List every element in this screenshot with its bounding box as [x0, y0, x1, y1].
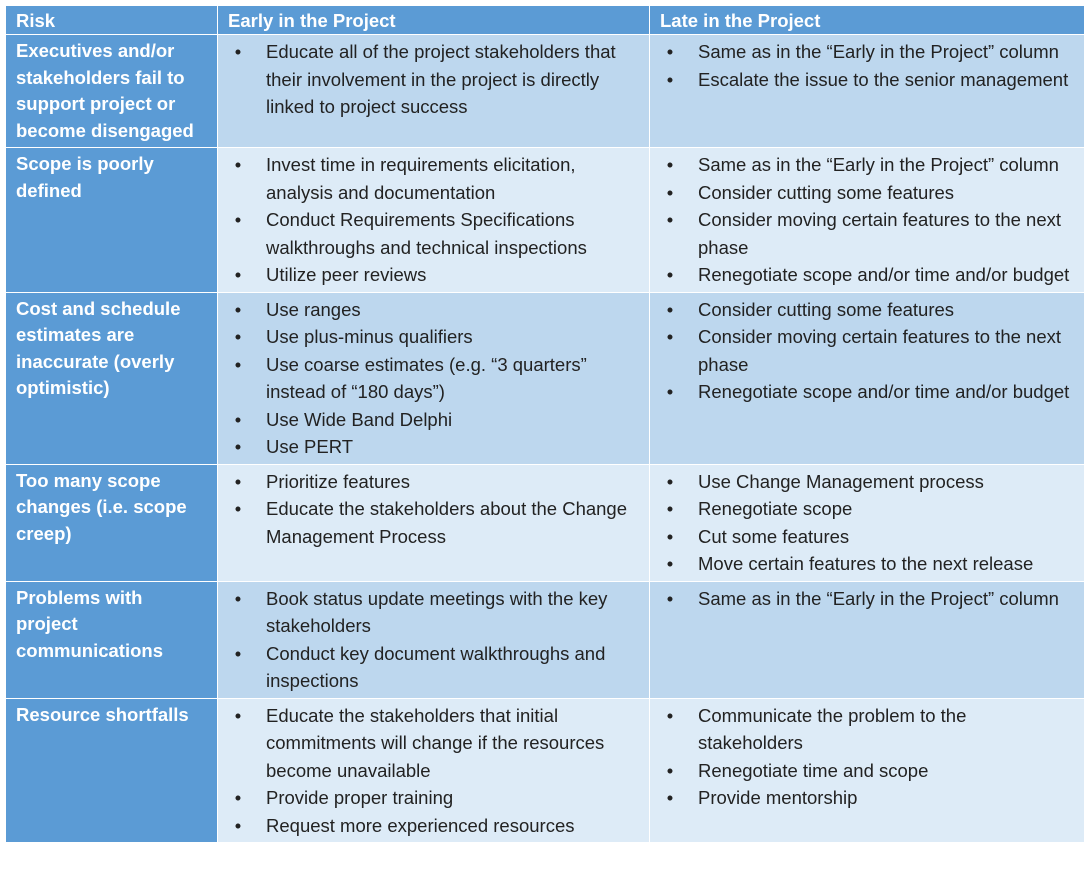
list-item: [230, 784, 639, 812]
list-item: [230, 206, 639, 261]
table-row: [6, 698, 1085, 843]
list-item: [230, 495, 639, 550]
list-item: [662, 378, 1074, 406]
list-item: [230, 702, 639, 785]
action-text: Same as in the “Early in the Project” column: [698, 41, 1059, 62]
list-item: [230, 812, 639, 840]
list-item: [662, 151, 1074, 179]
action-text: Use plus-minus qualifiers: [266, 326, 473, 347]
list-item: [662, 757, 1074, 785]
list-item: [662, 784, 1074, 812]
bullet-icon: •: [234, 814, 242, 836]
late-action-list: [662, 296, 1074, 406]
action-text: Provide mentorship: [698, 787, 858, 808]
early-action-list: [230, 468, 639, 551]
bullet-icon: •: [234, 498, 242, 519]
risk-cell: Resource shortfalls: [6, 698, 218, 843]
bullet-icon: •: [234, 41, 242, 62]
action-text: Conduct Requirements Specifications walkthroughs and technical inspections: [266, 209, 587, 258]
late-action-list: [662, 585, 1074, 613]
list-item: [230, 261, 639, 289]
action-text: Invest time in requirements elicitation, analysis and documentation: [266, 154, 576, 203]
list-item: [230, 151, 639, 206]
bullet-icon: •: [666, 41, 674, 62]
bullet-icon: •: [666, 264, 674, 285]
bullet-icon: •: [234, 209, 242, 230]
bullet-icon: •: [234, 154, 242, 175]
list-item: [230, 38, 639, 121]
bullet-icon: •: [666, 759, 674, 781]
list-item: [662, 585, 1074, 613]
action-text: Use PERT: [266, 436, 354, 457]
list-item: [662, 702, 1074, 757]
bullet-icon: •: [666, 298, 674, 320]
list-item: [662, 38, 1074, 66]
bullet-icon: •: [666, 498, 674, 519]
late-cell: [650, 581, 1085, 698]
action-text: Consider moving certain features to the next phase: [698, 326, 1061, 375]
list-item: [662, 66, 1074, 94]
action-text: Conduct key document walkthroughs and inspections: [266, 642, 606, 691]
late-action-list: [662, 151, 1074, 289]
bullet-icon: •: [234, 642, 242, 664]
list-item: [662, 296, 1074, 324]
late-cell: [650, 464, 1085, 581]
bullet-icon: •: [666, 154, 674, 175]
list-item: [662, 468, 1074, 496]
list-item: [230, 323, 639, 351]
list-item: [230, 406, 639, 434]
action-text: Educate the stakeholders that initial commitments will change if the resources become unavailable: [266, 704, 605, 781]
bullet-icon: •: [666, 181, 674, 203]
bullet-icon: •: [666, 470, 674, 492]
action-text: Consider moving certain features to the next phase: [698, 209, 1061, 258]
bullet-icon: •: [666, 704, 674, 726]
action-text: Use ranges: [266, 298, 361, 320]
action-text: Consider cutting some features: [698, 181, 955, 203]
bullet-icon: •: [666, 587, 674, 609]
action-text: Move certain features to the next release: [698, 553, 1034, 574]
action-text: Book status update meetings with the key stakeholders: [266, 587, 608, 636]
list-item: [230, 433, 639, 461]
early-action-list: [230, 296, 639, 461]
bullet-icon: •: [234, 353, 242, 375]
list-item: [662, 323, 1074, 378]
risk-mitigation-table: [5, 5, 1085, 843]
early-cell: [218, 464, 650, 581]
action-text: Renegotiate scope and/or time and/or budget: [698, 381, 1070, 402]
action-text: Prioritize features: [266, 470, 410, 492]
header-early: Early in the Project: [218, 6, 650, 35]
early-cell: [218, 698, 650, 843]
list-item: [230, 468, 639, 496]
action-text: Use coarse estimates (e.g. “3 quarters” instead of “180 days”): [266, 353, 587, 402]
early-action-list: [230, 38, 639, 121]
action-text: Communicate the problem to the stakeholders: [698, 704, 967, 753]
early-cell: [218, 148, 650, 293]
header-risk: Risk: [6, 6, 218, 35]
risk-table-container: [5, 5, 1084, 843]
table-header-row: [6, 6, 1085, 35]
action-text: Renegotiate scope: [698, 498, 853, 519]
early-action-list: [230, 702, 639, 840]
bullet-icon: •: [666, 787, 674, 808]
action-text: Escalate the issue to the senior management: [698, 68, 1069, 90]
action-text: Renegotiate scope and/or time and/or budget: [698, 264, 1070, 285]
table-row: [6, 148, 1085, 293]
action-text: Utilize peer reviews: [266, 264, 427, 285]
risk-cell: Cost and schedule estimates are inaccurate (overly optimistic): [6, 292, 218, 464]
list-item: [230, 296, 639, 324]
late-action-list: [662, 38, 1074, 93]
bullet-icon: •: [666, 381, 674, 402]
action-text: Use Change Management process: [698, 470, 984, 492]
list-item: [662, 179, 1074, 207]
bullet-icon: •: [666, 326, 674, 347]
list-item: [662, 206, 1074, 261]
list-item: [662, 261, 1074, 289]
list-item: [662, 523, 1074, 551]
bullet-icon: •: [234, 704, 242, 726]
late-cell: [650, 35, 1085, 148]
table-row: [6, 464, 1085, 581]
action-text: Renegotiate time and scope: [698, 759, 929, 781]
late-cell: [650, 292, 1085, 464]
bullet-icon: •: [234, 408, 242, 430]
late-cell: [650, 698, 1085, 843]
action-text: Same as in the “Early in the Project” column: [698, 154, 1059, 175]
table-row: [6, 581, 1085, 698]
list-item: [662, 550, 1074, 578]
bullet-icon: •: [666, 525, 674, 547]
late-cell: [650, 148, 1085, 293]
action-text: Consider cutting some features: [698, 298, 955, 320]
action-text: Request more experienced resources: [266, 814, 575, 836]
bullet-icon: •: [234, 298, 242, 320]
early-action-list: [230, 585, 639, 695]
risk-cell: Executives and/or stakeholders fail to support project or become disengaged: [6, 35, 218, 148]
table-row: [6, 35, 1085, 148]
action-text: Educate the stakeholders about the Change Management Process: [266, 498, 628, 547]
action-text: Educate all of the project stakeholders that their involvement in the project is directly linked to project success: [266, 41, 616, 117]
bullet-icon: •: [666, 553, 674, 574]
bullet-icon: •: [234, 470, 242, 492]
table-body: [6, 35, 1085, 843]
action-text: Provide proper training: [266, 787, 454, 808]
late-action-list: [662, 702, 1074, 812]
risk-cell: Too many scope changes (i.e. scope creep): [6, 464, 218, 581]
early-action-list: [230, 151, 639, 289]
early-cell: [218, 35, 650, 148]
action-text: Cut some features: [698, 525, 850, 547]
bullet-icon: •: [234, 587, 242, 609]
early-cell: [218, 581, 650, 698]
list-item: [662, 495, 1074, 523]
late-action-list: [662, 468, 1074, 578]
header-late: Late in the Project: [650, 6, 1085, 35]
list-item: [230, 351, 639, 406]
table-row: [6, 292, 1085, 464]
bullet-icon: •: [234, 326, 242, 347]
bullet-icon: •: [234, 436, 242, 457]
list-item: [230, 640, 639, 695]
bullet-icon: •: [234, 787, 242, 808]
risk-cell: Problems with project communications: [6, 581, 218, 698]
bullet-icon: •: [666, 68, 674, 90]
risk-cell: Scope is poorly defined: [6, 148, 218, 293]
action-text: Same as in the “Early in the Project” column: [698, 587, 1059, 609]
action-text: Use Wide Band Delphi: [266, 408, 453, 430]
early-cell: [218, 292, 650, 464]
bullet-icon: •: [234, 264, 242, 285]
list-item: [230, 585, 639, 640]
bullet-icon: •: [666, 209, 674, 230]
